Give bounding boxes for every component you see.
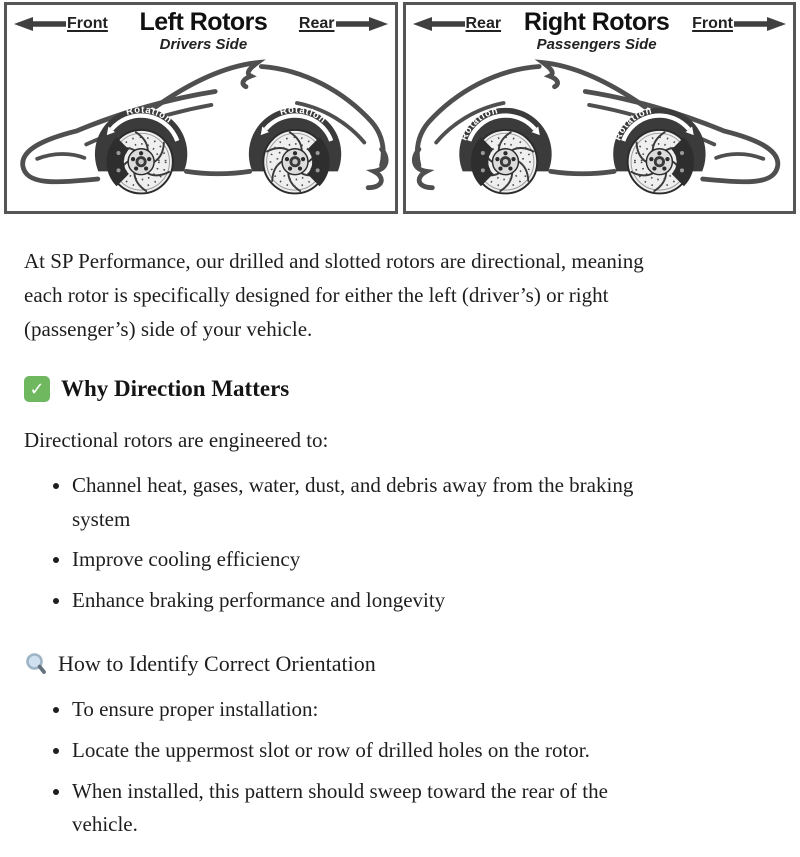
panel-title: Left Rotors [139, 8, 268, 36]
identify-orientation-heading [24, 651, 776, 677]
rotation-label-front: Rotation [611, 105, 653, 143]
right-rotors-panel [403, 2, 797, 214]
why-direction-matters-heading [24, 376, 776, 402]
rotor-direction-diagram [0, 0, 800, 216]
direction-label: Front [692, 15, 733, 32]
panel-subtitle: Passengers Side [536, 35, 657, 53]
intro-paragraph: At SP Performance, our drilled and slotted rotors are directional, meaning each rotor is specifically designed for either the left (driver’s) or right (passenger’s) side of your vehicle. [24, 249, 644, 342]
list-item: • To ensure proper installation: [72, 693, 672, 727]
front-direction-indicator [692, 15, 786, 33]
list-item: • Enhance braking performance and longevity [72, 584, 672, 618]
list-item: • When installed, this pattern should sweep toward the rear of the vehicle. [72, 775, 672, 842]
list-item: • Locate the uppermost slot or row of drilled holes on the rotor. [72, 734, 672, 768]
rotation-label-front: Rotation [124, 104, 175, 126]
heading-text: Why Direction Matters [61, 376, 290, 402]
panel-subtitle: Drivers Side [159, 35, 248, 53]
list-item: • Channel heat, gases, water, dust, and debris away from the braking system [72, 469, 672, 536]
right-panel-header [406, 5, 794, 53]
check-mark-icon: ✓ [24, 376, 50, 402]
rotation-label-rear: Rotation [278, 104, 329, 126]
article-body [0, 216, 800, 857]
panel-title-block [108, 10, 299, 53]
why-bullets-list [24, 469, 776, 617]
rear-direction-indicator [299, 15, 388, 33]
left-panel-header [7, 5, 395, 53]
panel-title-block [501, 10, 692, 53]
identify-bullets-list [24, 693, 776, 841]
engineered-to-lead: Directional rotors are engineered to: [24, 428, 329, 453]
panel-title: Right Rotors [523, 8, 670, 36]
direction-label: Front [67, 15, 108, 32]
rear-direction-indicator [413, 15, 502, 33]
list-item: • Improve cooling efficiency [72, 543, 672, 577]
car-illustration-driver-side [7, 53, 395, 205]
car-illustration-passenger-side [406, 53, 794, 205]
direction-label: Rear [465, 15, 502, 32]
magnifier-icon [24, 652, 49, 677]
rotation-label-rear: Rotation [458, 105, 499, 143]
left-arrow-icon [14, 17, 66, 31]
direction-label: Rear [298, 15, 335, 32]
heading-text: How to Identify Correct Orientation [58, 651, 376, 677]
right-arrow-icon [336, 17, 388, 31]
left-arrow-icon [413, 17, 465, 31]
right-arrow-icon [734, 17, 786, 31]
left-rotors-panel [4, 2, 398, 214]
front-direction-indicator [14, 15, 108, 33]
